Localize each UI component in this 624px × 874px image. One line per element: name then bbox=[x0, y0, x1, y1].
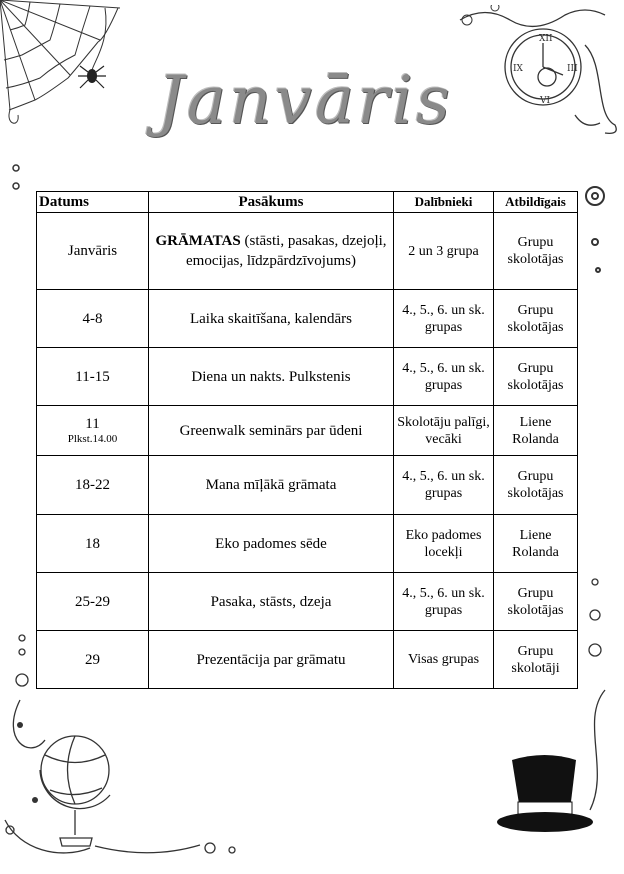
cell-event: Greenwalk seminārs par ūdeni bbox=[149, 406, 394, 456]
cell-responsible: Liene Rolanda bbox=[494, 515, 578, 573]
svg-text:XII: XII bbox=[539, 34, 553, 44]
cell-date: Janvāris bbox=[37, 213, 149, 290]
cell-date bbox=[37, 406, 149, 456]
cell-responsible: Liene Rolanda bbox=[494, 406, 578, 456]
cell-date: 25-29 bbox=[37, 573, 149, 631]
cell-date-time: Plkst.14.00 bbox=[67, 433, 118, 445]
cell-event: Laika skaitīšana, kalendārs bbox=[149, 290, 394, 348]
header-participants: Dalībnieki bbox=[394, 192, 494, 213]
cell-participants: 4., 5., 6. un sk. grupas bbox=[394, 456, 494, 515]
gear-icons-left bbox=[8, 160, 28, 200]
cell-event: Prezentācija par grāmatu bbox=[149, 631, 394, 689]
cell-responsible: Grupu skolotājas bbox=[494, 456, 578, 515]
header-responsible: Atbildīgais bbox=[494, 192, 578, 213]
cell-date-main: 11 bbox=[85, 416, 100, 432]
cell-participants: 4., 5., 6. un sk. grupas bbox=[394, 573, 494, 631]
top-hat-icon bbox=[497, 755, 593, 832]
cell-participants: Skolotāju palīgi, vecāki bbox=[394, 406, 494, 456]
page-title: Janvāris bbox=[157, 62, 453, 139]
table-header-row bbox=[37, 192, 578, 213]
cell-event bbox=[149, 213, 394, 290]
cell-participants: 2 un 3 grupa bbox=[394, 213, 494, 290]
header-event: Pasākums bbox=[149, 192, 394, 213]
cell-participants: Visas grupas bbox=[394, 631, 494, 689]
table-row bbox=[37, 406, 578, 456]
svg-text:IX: IX bbox=[513, 64, 523, 74]
cell-event: Diena un nakts. Pulkstenis bbox=[149, 348, 394, 406]
svg-text:VI: VI bbox=[540, 96, 551, 106]
table-row bbox=[37, 573, 578, 631]
cell-event: Eko padomes sēde bbox=[149, 515, 394, 573]
table-row bbox=[37, 515, 578, 573]
svg-text:III: III bbox=[567, 64, 578, 74]
table-row bbox=[37, 631, 578, 689]
cell-date: 29 bbox=[37, 631, 149, 689]
cell-event: Mana mīļākā grāmata bbox=[149, 456, 394, 515]
cell-responsible: Grupu skolotājas bbox=[494, 290, 578, 348]
gear-icons-right bbox=[580, 180, 620, 280]
header-date: Datums bbox=[37, 192, 149, 213]
cell-event-bold: GRĀMATAS bbox=[155, 233, 241, 249]
table-row bbox=[37, 348, 578, 406]
cell-participants: 4., 5., 6. un sk. grupas bbox=[394, 348, 494, 406]
schedule-table bbox=[36, 191, 578, 689]
cell-responsible: Grupu skolotāji bbox=[494, 631, 578, 689]
cell-responsible: Grupu skolotājas bbox=[494, 213, 578, 290]
spider-web-illustration bbox=[0, 0, 140, 130]
cell-participants: 4., 5., 6. un sk. grupas bbox=[394, 290, 494, 348]
cell-responsible: Grupu skolotājas bbox=[494, 348, 578, 406]
table-row bbox=[37, 213, 578, 290]
cell-event: Pasaka, stāsts, dzeja bbox=[149, 573, 394, 631]
cell-event-text: (stāsti, pasakas, dzejoļi, emocijas, līdzpārdzīvojums) bbox=[186, 233, 387, 269]
cell-date: 18 bbox=[37, 515, 149, 573]
cell-responsible: Grupu skolotājas bbox=[494, 573, 578, 631]
cell-date: 11-15 bbox=[37, 348, 149, 406]
cell-date: 18-22 bbox=[37, 456, 149, 515]
cell-date: 4-8 bbox=[37, 290, 149, 348]
table-row bbox=[37, 290, 578, 348]
spider-icon bbox=[78, 66, 106, 88]
cell-participants: Eko padomes locekļi bbox=[394, 515, 494, 573]
table-row bbox=[37, 456, 578, 515]
clock-illustration bbox=[455, 5, 624, 135]
